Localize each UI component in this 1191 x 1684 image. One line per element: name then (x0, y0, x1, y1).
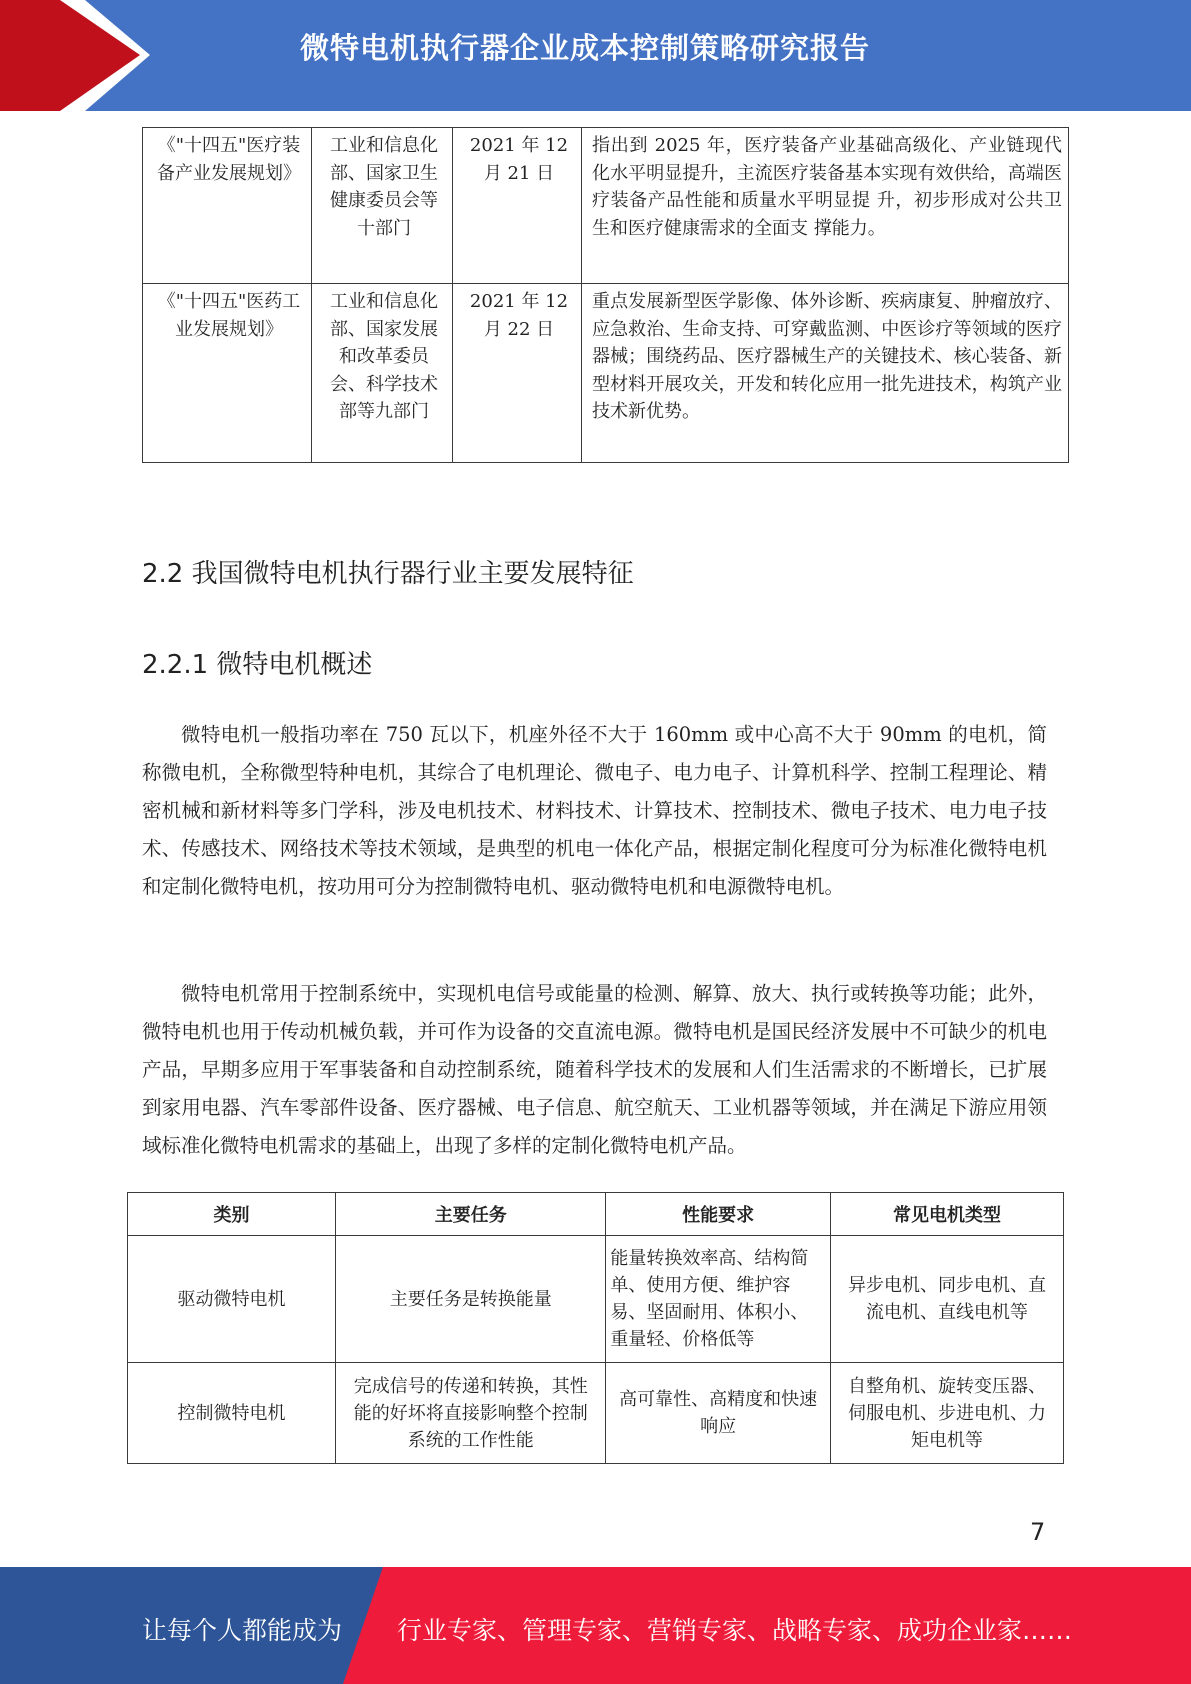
column-header: 性能要求 (606, 1193, 831, 1236)
page-number: 7 (1030, 1518, 1046, 1546)
policy-name-cell: 《"十四五"医疗装备产业发展规划》 (143, 128, 312, 284)
requirement-cell: 高可靠性、高精度和快速响应 (606, 1363, 831, 1464)
policy-date-cell: 2021 年 12 月 21 日 (453, 128, 582, 284)
column-header: 主要任务 (336, 1193, 606, 1236)
table-row (143, 128, 1069, 284)
policy-content-cell: 指出到 2025 年，医疗装备产业基础高级化、产业链现代化水平明显提升，主流医疗装备基本实现有效供给，高端医疗装备产品性能和质量水平明显提 升，初步形成对公共卫生和医疗健康需求的全面支 撑能力。 (582, 128, 1069, 284)
footer-slogan-left: 让每个人都能成为 (142, 1616, 343, 1645)
task-cell: 完成信号的传递和转换，其性能的好坏将直接影响整个控制系统的工作性能 (336, 1363, 606, 1464)
body-paragraph: 微特电机一般指功率在 750 瓦以下，机座外径不大于 160mm 或中心高不大于 90mm 的电机，简称微电机，全称微型特种电机，其综合了电机理论、微电子、电力电子、计算机科学、控制工程理论、精密机械和新材料等多门学科，涉及电机技术、材料技术、计算技术、控制技术、微电子技术、电力电子技术、传感技术、网络技术等技术领域，是典型的机电一体化产品，根据定制化程度可分为标准化微特电机和定制化微特电机，按功用可分为控制微特电机、驱动微特电机和电源微特电机。 (142, 723, 1047, 898)
page-header (0, 0, 1191, 111)
policy-department-cell: 工业和信息化部、国家卫生健康委员会等十部门 (312, 128, 453, 284)
requirement-cell: 能量转换效率高、结构简单、使用方便、维护容易、坚固耐用、体积小、重量轻、价格低等 (606, 1236, 831, 1363)
motor-types-cell: 自整角机、旋转变压器、伺服电机、步进电机、力矩电机等 (831, 1363, 1064, 1464)
column-header: 类别 (128, 1193, 336, 1236)
policy-content-cell: 重点发展新型医学影像、体外诊断、疾病康复、肿瘤放疗、应急救治、生命支持、可穿戴监测、中医诊疗等领域的医疗器械；围绕药品、医疗器械生产的关键技术、核心装备、新型材料开展攻关，开发和转化应用一批先进技术，构筑产业技术新优势。 (582, 284, 1069, 463)
subsection-heading: 2.2.1 微特电机概述 (142, 650, 373, 680)
table-row (128, 1236, 1064, 1363)
policy-department-cell: 工业和信息化部、国家发展和改革委员会、科学技术部等九部门 (312, 284, 453, 463)
policy-date-cell: 2021 年 12 月 22 日 (453, 284, 582, 463)
page-footer (0, 1567, 1191, 1684)
footer-slogan-right: 行业专家、管理专家、营销专家、战略专家、成功企业家…… (397, 1616, 1073, 1645)
category-cell: 控制微特电机 (128, 1363, 336, 1464)
policy-table (142, 127, 1069, 463)
report-title: 微特电机执行器企业成本控制策略研究报告 (300, 31, 871, 65)
motor-types-cell: 异步电机、同步电机、直流电机、直线电机等 (831, 1236, 1064, 1363)
task-cell: 主要任务是转换能量 (336, 1236, 606, 1363)
category-cell: 驱动微特电机 (128, 1236, 336, 1363)
policy-name-cell: 《"十四五"医药工业发展规划》 (143, 284, 312, 463)
section-heading: 2.2 我国微特电机执行器行业主要发展特征 (142, 559, 634, 589)
motor-classification-table (127, 1192, 1064, 1464)
body-paragraph: 微特电机常用于控制系统中，实现机电信号或能量的检测、解算、放大、执行或转换等功能；此外，微特电机也用于传动机械负载，并可作为设备的交直流电源。微特电机是国民经济发展中不可缺少的机电产品，早期多应用于军事装备和自动控制系统，随着科学技术的发展和人们生活需求的不断增长，已扩展到家用电器、汽车零部件设备、医疗器械、电子信息、航空航天、工业机器等领域，并在满足下游应用领域标准化微特电机需求的基础上，出现了多样的定制化微特电机产品。 (142, 982, 1047, 1157)
table-header-row (128, 1193, 1064, 1236)
column-header: 常见电机类型 (831, 1193, 1064, 1236)
table-row (128, 1363, 1064, 1464)
table-row (143, 284, 1069, 463)
